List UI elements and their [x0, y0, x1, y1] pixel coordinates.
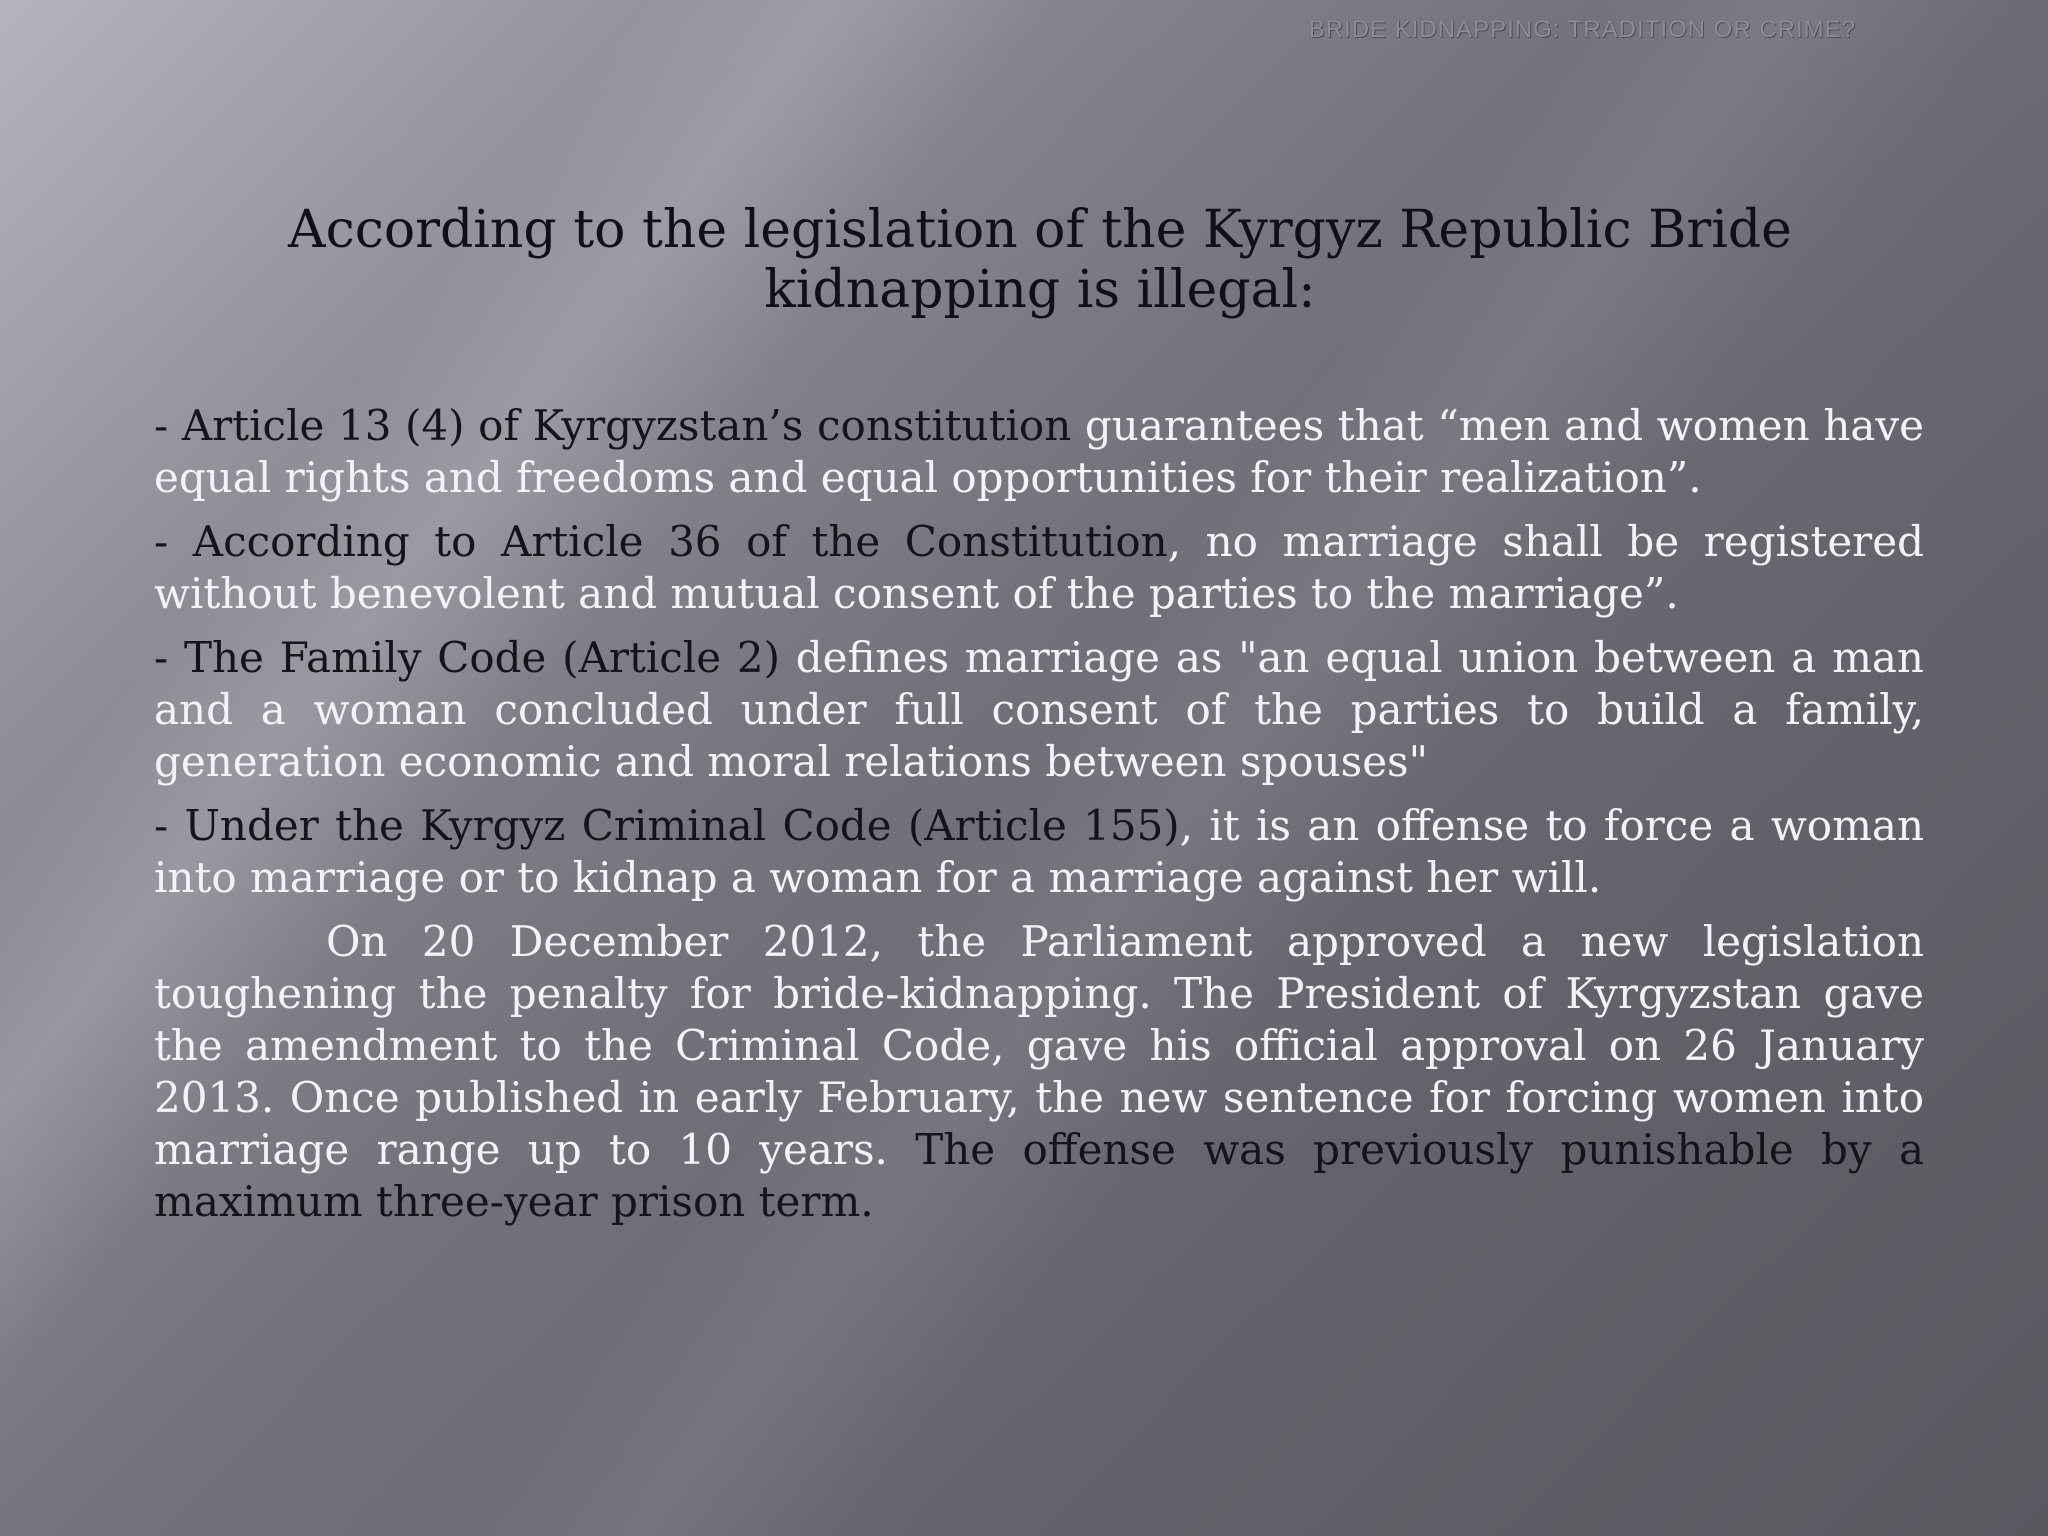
- header-title: BRIDE KIDNAPPING: TRADITION OR CRIME?: [1308, 16, 1856, 43]
- closing-text: On 20 December 2012, the Parliament approved a new legislation toughening the penalty for bride-kidnapping. The President of Kyrgyzstan gave the amendment to the Criminal Code, gave his official approval on 26 January 2013. Once published in early February, the new sentence for forcing women into marriage range up to 10 years.: [154, 917, 1924, 1174]
- bullet-article-13: [154, 400, 1924, 504]
- bullet-text: , it is an offense to force a woman into marriage or to kidnap a woman for a marriage against her will.: [154, 801, 1924, 902]
- bullet-lead: - Article 13 (4) of Kyrgyzstan’s constitution: [154, 401, 1072, 450]
- bullet-text: , no marriage shall be registered without benevolent and mutual consent of the parties to the marriage”.: [154, 517, 1925, 618]
- bullet-family-code: [154, 632, 1924, 788]
- bullet-lead: - According to Article 36 of the Constitution: [154, 517, 1168, 566]
- closing-paragraph: [154, 916, 1924, 1228]
- bullet-criminal-code: [154, 800, 1924, 904]
- bullet-text: guarantees that “men and women have equal rights and freedoms and equal opportunities for their realization”.: [154, 401, 1924, 502]
- bullet-lead: - Under the Kyrgyz Criminal Code (Article 155): [154, 801, 1180, 850]
- bullet-lead: - The Family Code (Article 2): [154, 633, 780, 682]
- closing-text-dark: The offense was previously punishable by a maximum three-year prison term.: [154, 1125, 1924, 1226]
- slide-title: According to the legislation of the Kyrgyz Republic Bride kidnapping is illegal:: [288, 200, 1792, 320]
- bullet-text: defines marriage as "an equal union between a man and a woman concluded under full consent of the parties to build a family, generation economic and moral relations between spouses": [154, 633, 1924, 786]
- bullet-article-36: [154, 516, 1924, 620]
- slide-body: [154, 400, 1924, 1240]
